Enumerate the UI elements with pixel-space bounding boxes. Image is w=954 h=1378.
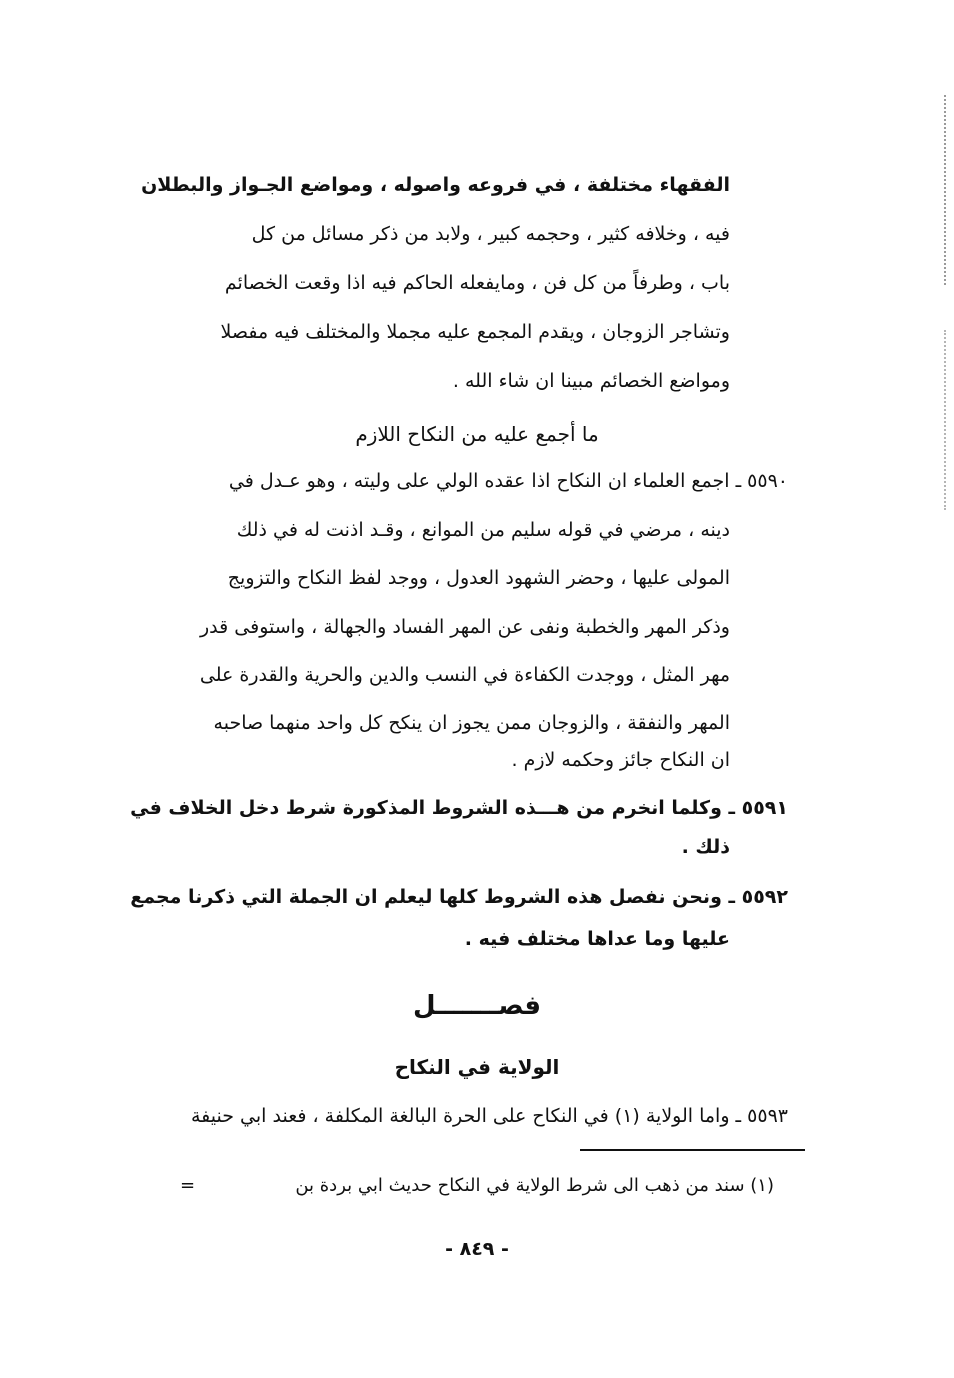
fasl-heading: فصـــــــل [412, 991, 542, 1021]
text-line: ٥٥٩٠ ـ اجمع العلماء ان النكاح اذا عقده الولي على وليته ، وهو عـدل في [228, 470, 788, 492]
text-line: الفقهاء مختلفة ، في فروعه واصوله ، ومواضع الجـواز والبطلان [141, 174, 730, 196]
page-number: - ٨٤٩ - [445, 1238, 509, 1260]
text-line: المهر والنفقة ، والزوجان ممن يجوز ان ينكح كل واحد منهما صاحبه [213, 712, 730, 734]
text-line: ان النكاح جائز وحكمه لازم . [511, 749, 730, 771]
text-line: وتشاجر الزوجان ، ويقدم المجمع عليه مجملا والمختلف فيه مفصلا [220, 321, 730, 343]
text-line: مهر المثل ، ووجدت الكفاءة في النسب والدين والحرية والقدرة على [199, 664, 730, 686]
footnote-text: (١) سند من ذهب الى شرط الولاية في النكاح حديث ابي بردة بن [295, 1175, 774, 1196]
text-line: دينه ، مرضي في قوله سليم من الموانع ، وقـد اذنت له في ذلك [236, 519, 730, 541]
footnote-divider [580, 1149, 805, 1151]
paragraph-5593: ٥٥٩٣ ـ واما الولاية (١) في النكاح على الحرة البالغة المكلفة ، فعند ابي حنيفة [191, 1105, 788, 1127]
text-line: ٥٥٩٢ ـ ونحن نفصل هذه الشروط كلها ليعلم ان الجملة التي ذكرنا مجمع [130, 886, 788, 908]
text-line: ذلك . [681, 836, 730, 858]
footnote-continuation-mark: = [180, 1175, 196, 1196]
text-line: ٥٥٩١ ـ وكلما انخرم من هـــذه الشروط المذكورة شرط دخل الخلاف في [130, 797, 788, 819]
text-line: وذكر المهر والخطبة ونفى عن المهر الفساد والجهالة ، واستوفى قدر [200, 616, 730, 638]
text-line: المولى عليها ، وحضر الشهود العدول ، ووجد لفظ النكاح والتزويج [227, 567, 730, 589]
text-line: ومواضع الخصائم مبينا ان شاء الله . [452, 370, 730, 392]
section-heading: ما أجمع عليه من النكاح اللازم [355, 422, 599, 446]
text-line: عليها وما عداها مختلف فيه . [464, 928, 730, 950]
text-line: باب ، وطرفاً من كل فن ، ومايفعله الحاكم فيه اذا وقعت الخصائم [224, 272, 730, 294]
text-line: فيه ، وخلافه كثير ، وحجمه كبير ، ولابد من ذكر مسائل من كل [251, 223, 730, 245]
section-heading: الولاية في النكاح [394, 1055, 560, 1079]
margin-scan-marks [944, 95, 948, 285]
